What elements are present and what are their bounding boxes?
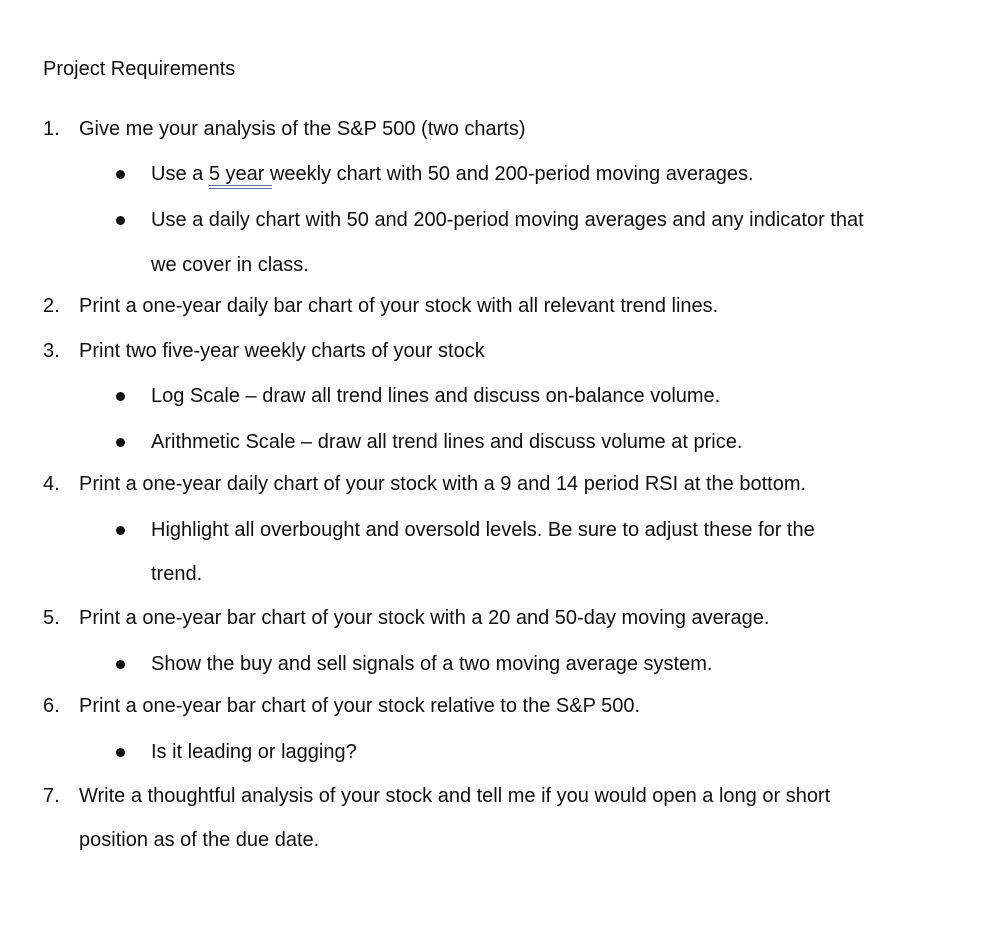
item-number: 6. (43, 695, 60, 717)
item-text-continued: position as of the due date. (79, 829, 320, 851)
bullet-icon (116, 748, 125, 757)
bullet-text: Use a 5 year weekly chart with 50 and 200-period moving averages. (151, 163, 754, 185)
item-number: 4. (43, 473, 60, 495)
spellcheck-underline (209, 185, 272, 186)
item-number: 5. (43, 607, 60, 629)
bullet-icon (116, 216, 125, 225)
item-number: 7. (43, 785, 60, 807)
bullet-icon (116, 392, 125, 401)
item-text: Print a one-year daily bar chart of your stock with all relevant trend lines. (79, 295, 719, 317)
item-text: Give me your analysis of the S&P 500 (two charts) (79, 118, 526, 140)
bullet-text: Highlight all overbought and oversold levels. Be sure to adjust these for the (151, 519, 815, 541)
bullet-text: Show the buy and sell signals of a two moving average system. (151, 653, 713, 675)
bullet-text-continued: trend. (151, 563, 203, 585)
item-text: Print a one-year bar chart of your stock with a 20 and 50-day moving average. (79, 607, 770, 629)
item-text: Print a one-year bar chart of your stock relative to the S&P 500. (79, 695, 641, 717)
item-text: Print a one-year daily chart of your stock with a 9 and 14 period RSI at the bottom. (79, 473, 807, 495)
bullet-text: Use a daily chart with 50 and 200-period moving averages and any indicator that (151, 209, 864, 231)
bullet-icon (116, 660, 125, 669)
item-number: 3. (43, 340, 60, 362)
underlined-term: 5 year (208, 163, 265, 185)
item-number: 2. (43, 295, 60, 317)
bullet-text: Log Scale – draw all trend lines and discuss on-balance volume. (151, 385, 721, 407)
document-title: Project Requirements (43, 58, 236, 80)
bullet-text: Arithmetic Scale – draw all trend lines and discuss volume at price. (151, 431, 743, 453)
bullet-icon (116, 170, 125, 179)
bullet-text-continued: we cover in class. (151, 254, 309, 276)
item-text: Write a thoughtful analysis of your stock and tell me if you would open a long or short (79, 785, 831, 807)
item-text: Print two five-year weekly charts of your stock (79, 340, 485, 362)
bullet-icon (116, 438, 125, 447)
bullet-text: Is it leading or lagging? (151, 741, 357, 763)
bullet-icon (116, 526, 125, 535)
item-number: 1. (43, 118, 60, 140)
